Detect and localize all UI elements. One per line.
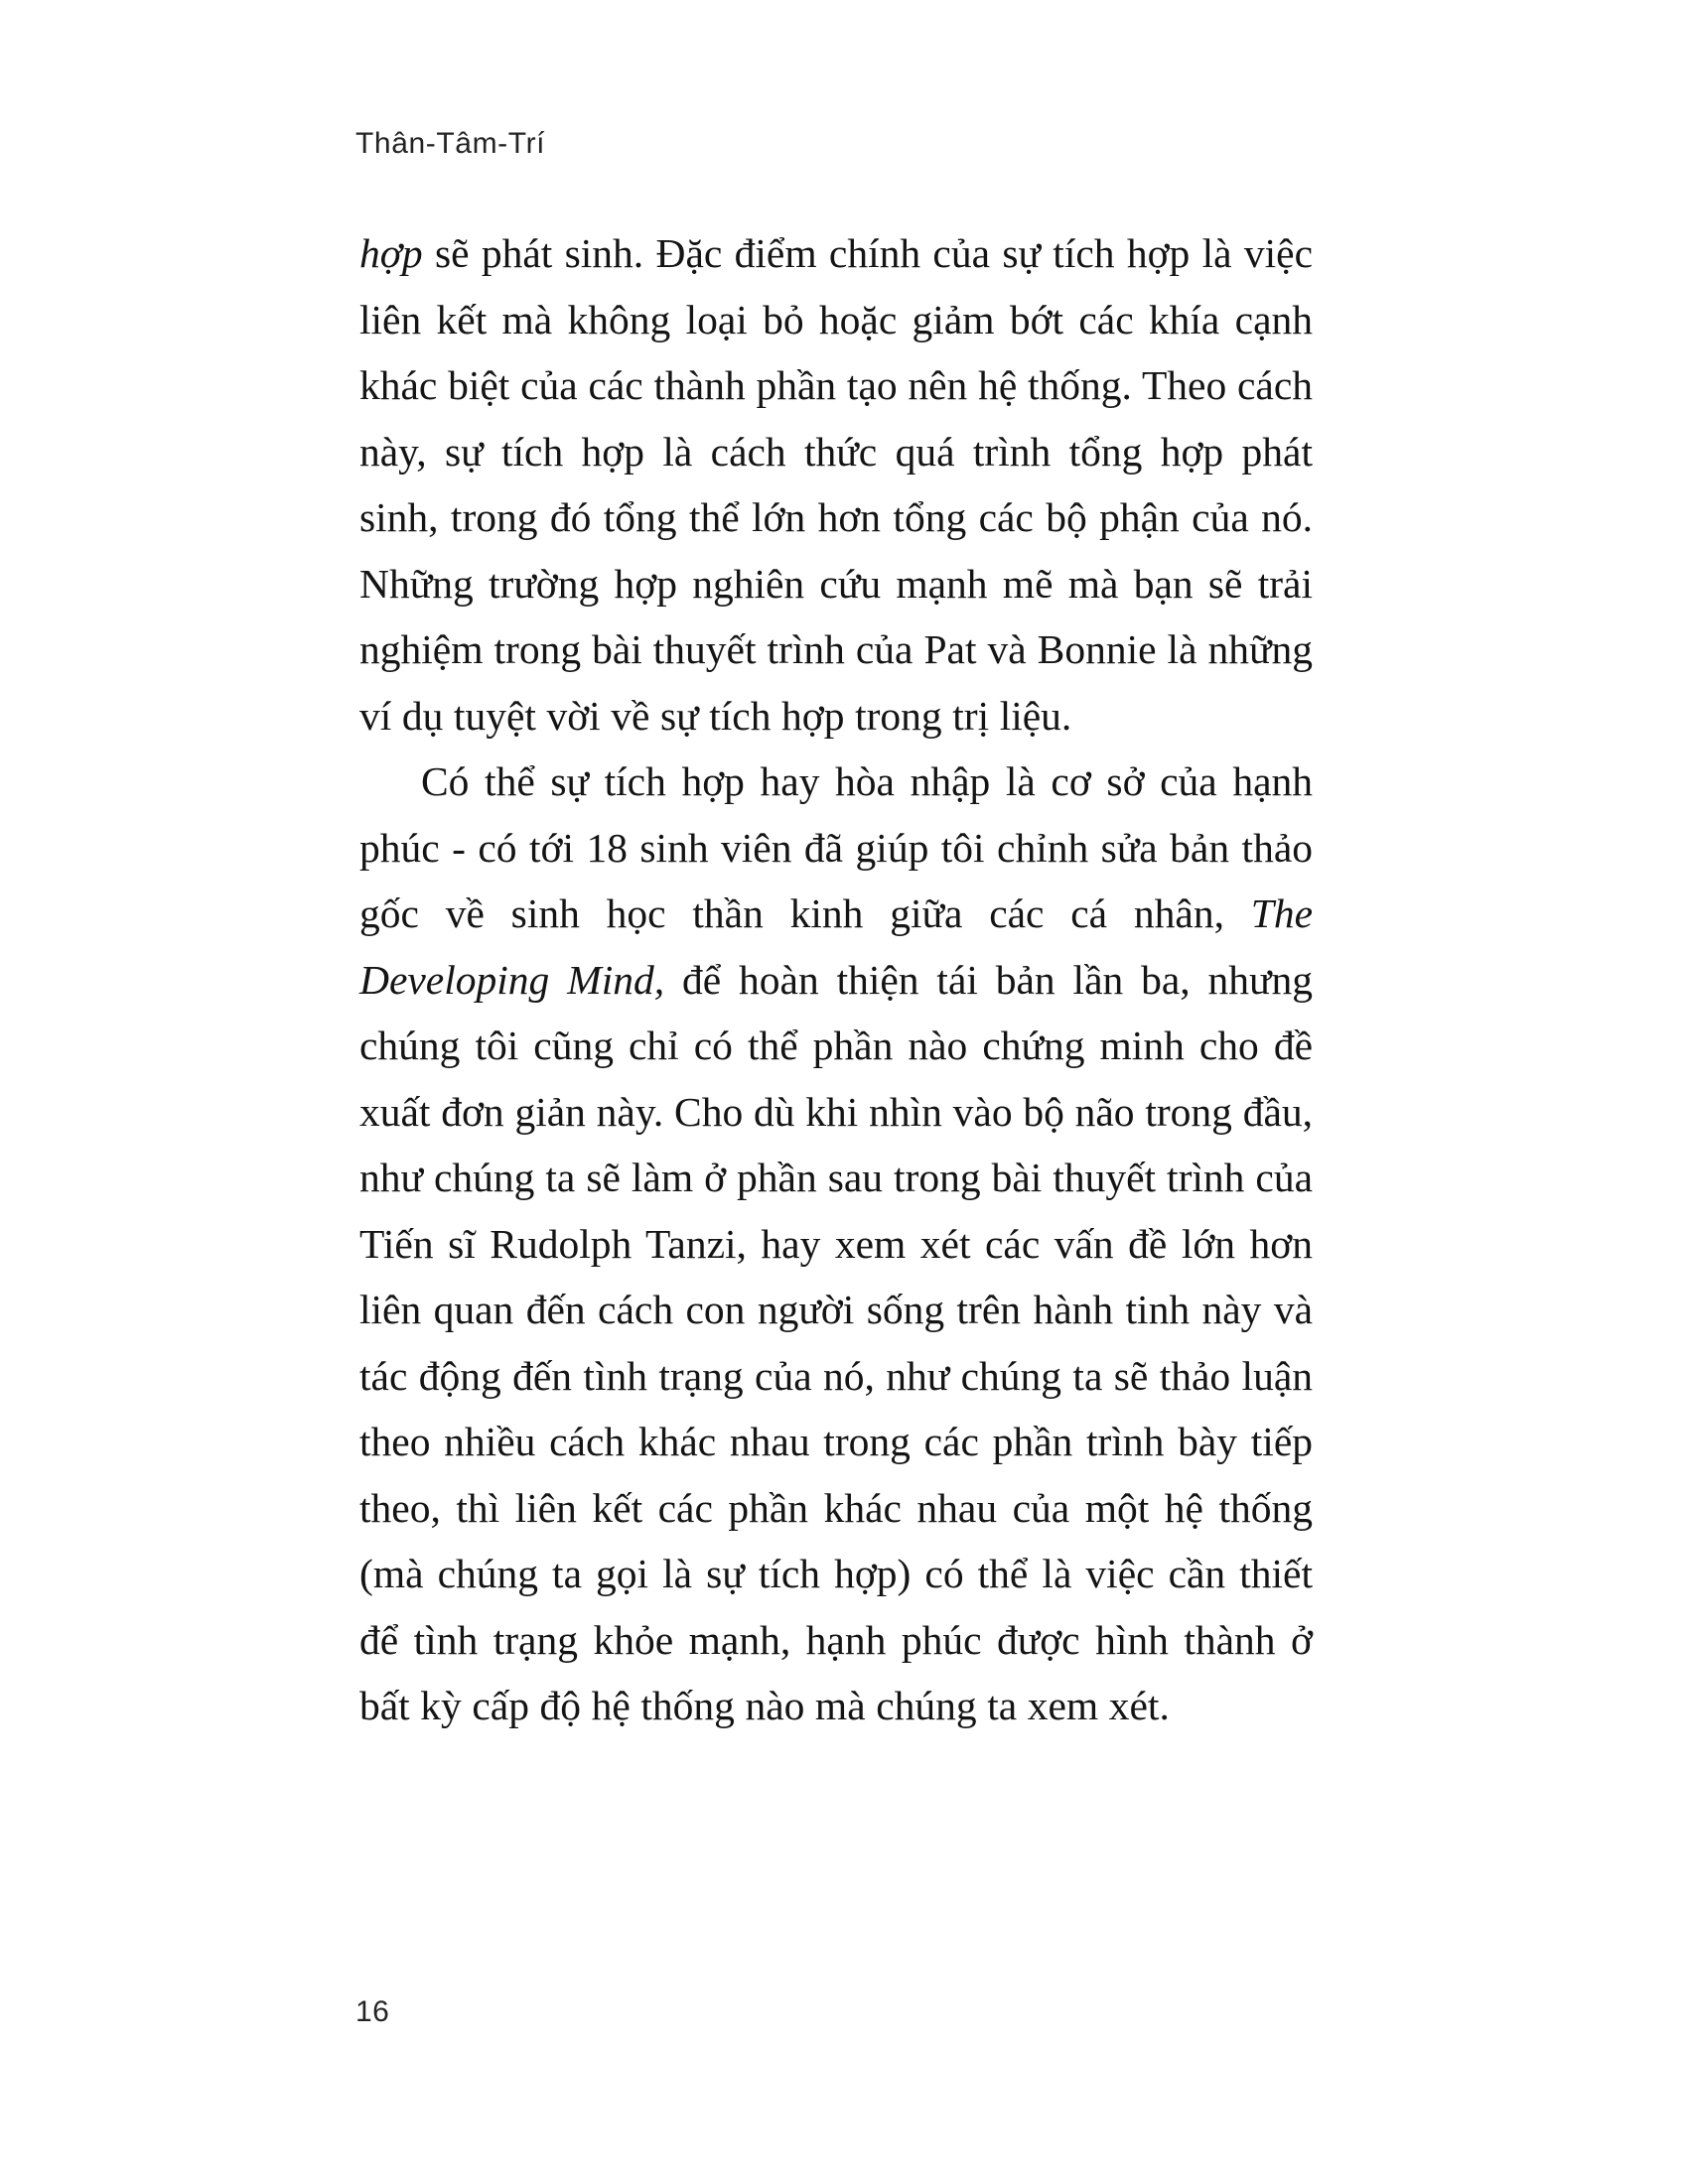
text-run: Có thể sự tích hợp hay hòa nhập là cơ sở của hạnh phúc - có tới 18 sinh viên đã giúp tôi chỉnh sửa bản thảo gốc về sinh học thần kinh giữa các cá nhân,: [359, 758, 1313, 936]
running-head: Thân-Tâm-Trí: [355, 127, 546, 160]
italic-run: hợp: [359, 230, 423, 276]
text-run: để hoàn thiện tái bản lần ba, nhưng chúng tôi cũng chỉ có thể phần nào chứng minh cho đề xuất đơn giản này. Cho dù khi nhìn vào bộ não trong đầu, như chúng ta sẽ làm ở phần sau trong bài thuyết trình của Tiến sĩ Rudolph Tanzi, hay xem xét các vấn đề lớn hơn liên quan đến cách con người sống trên hành tinh này và tác động đến tình trạng của nó, như chúng ta sẽ thảo luận theo nhiều cách khác nhau trong các phần trình bày tiếp theo, thì liên kết các phần khác nhau của một hệ thống (mà chúng ta gọi là sự tích hợp) có thể là việc cần thiết để tình trạng khỏe mạnh, hạnh phúc được hình thành ở bất kỳ cấp độ hệ thống nào mà chúng ta xem xét.: [359, 956, 1314, 1728]
page-number: 16: [355, 1995, 390, 2028]
paragraph: [359, 220, 1313, 749]
text-run: sẽ phát sinh. Đặc điểm chính của sự tích hợp là việc liên kết mà không loại bỏ hoặc giảm bớt các khía cạnh khác biệt của các thành phần tạo nên hệ thống. Theo cách này, sự tích hợp là cách thức quá trình tổng hợp phát sinh, trong đó tổng thể lớn hơn tổng các bộ phận của nó. Những trường hợp nghiên cứu mạnh mẽ mà bạn sẽ trải nghiệm trong bài thuyết trình của Pat và Bonnie là những ví dụ tuyệt vời về sự tích hợp trong trị liệu.: [359, 230, 1313, 739]
paragraph: [359, 749, 1313, 1739]
body-text-block: [359, 220, 1313, 1739]
italic-run: The Developing Mind,: [359, 890, 1313, 1003]
